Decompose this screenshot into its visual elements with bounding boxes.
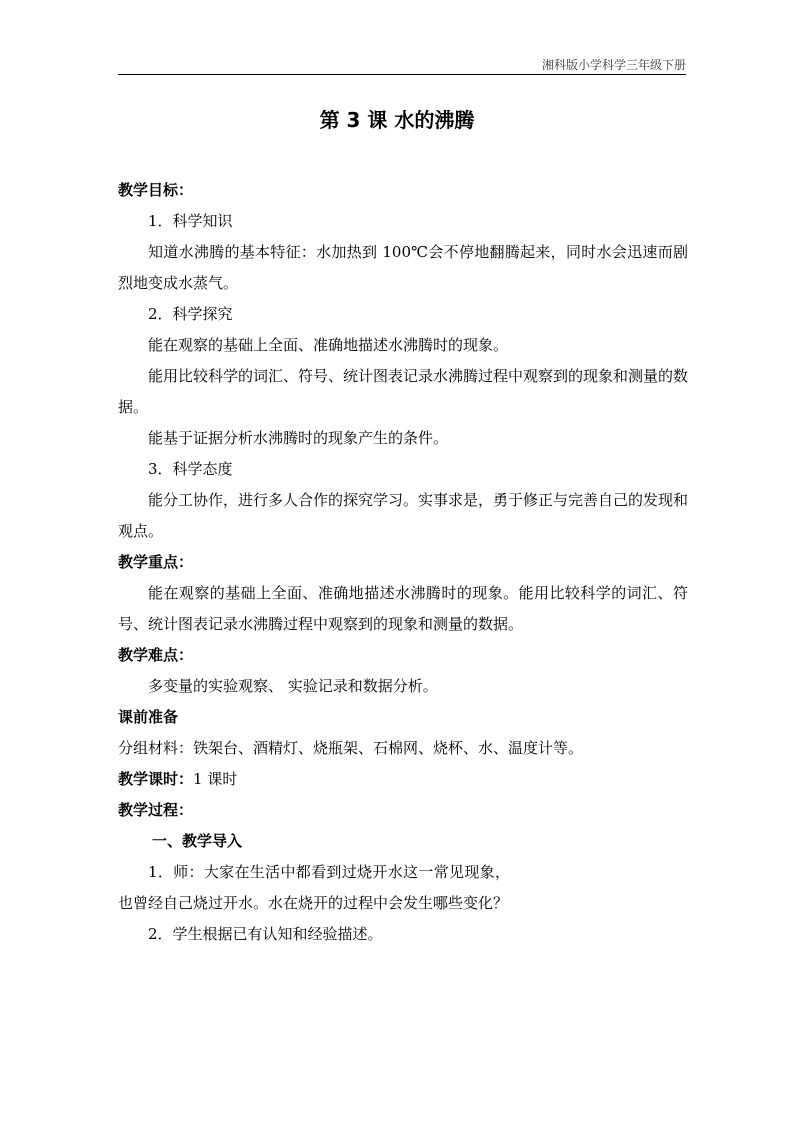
key-points-text: 能在观察的基础上全面、准确地描述水沸腾时的现象。能用比较科学的词汇、符号、统计图表记录水沸腾过程中观察到的现象和测量的数据。 [118, 584, 688, 633]
preparation-heading: 课前准备 [118, 708, 179, 726]
header-rule [118, 74, 686, 75]
process-subheading-intro: 一、教学导入 [152, 832, 243, 850]
objective-2-text-1: 能在观察的基础上全面、准确地描述水沸腾时的现象。 [148, 336, 509, 354]
preparation-text: 分组材料：铁架台、酒精灯、烧瓶架、石棉网、烧杯、水、温度计等。 [118, 739, 584, 757]
objective-3-text: 能分工协作，进行多人合作的探究学习。实事求是，勇于修正与完善自己的发现和观点。 [118, 491, 689, 540]
teaching-hours [118, 764, 688, 795]
key-points-heading: 教学重点： [118, 553, 194, 571]
objective-2-text-3: 能基于证据分析水沸腾时的现象产生的条件。 [148, 429, 449, 447]
lesson-title: 第 3 课 水的沸腾 [319, 108, 475, 132]
process-heading: 教学过程： [118, 801, 194, 819]
process-step-2: 2．学生根据已有认知和经验描述。 [148, 925, 383, 943]
objective-1-title: 1．科学知识 [148, 212, 233, 230]
objective-2-text-2: 能用比较科学的词汇、符号、统计图表记录水沸腾过程中观察到的现象和测量的数据。 [118, 367, 689, 416]
teaching-hours-value: 1 课时 [193, 770, 238, 788]
process-step-1: 1．师：大家在生活中都看到过烧开水这一常见现象，也曾经自己烧过开水。水在烧开的过程中会发生哪些变化？ [118, 863, 510, 912]
teaching-hours-label: 教学课时： [118, 770, 194, 788]
objective-1-text: 知道水沸腾的基本特征：水加热到 100℃会不停地翻腾起来，同时水会迅速而剧烈地变成水蒸气。 [118, 243, 688, 292]
lesson-content [118, 175, 688, 950]
objective-3-title: 3．科学态度 [148, 460, 233, 478]
running-header: 湘科版小学科学三年级下册 [541, 58, 686, 72]
difficulties-text: 多变量的实验观察、 实验记录和数据分析。 [148, 677, 438, 695]
objectives-heading: 教学目标： [118, 181, 194, 199]
difficulties-heading: 教学难点： [118, 646, 194, 664]
objective-2-title: 2．科学探究 [148, 305, 233, 323]
